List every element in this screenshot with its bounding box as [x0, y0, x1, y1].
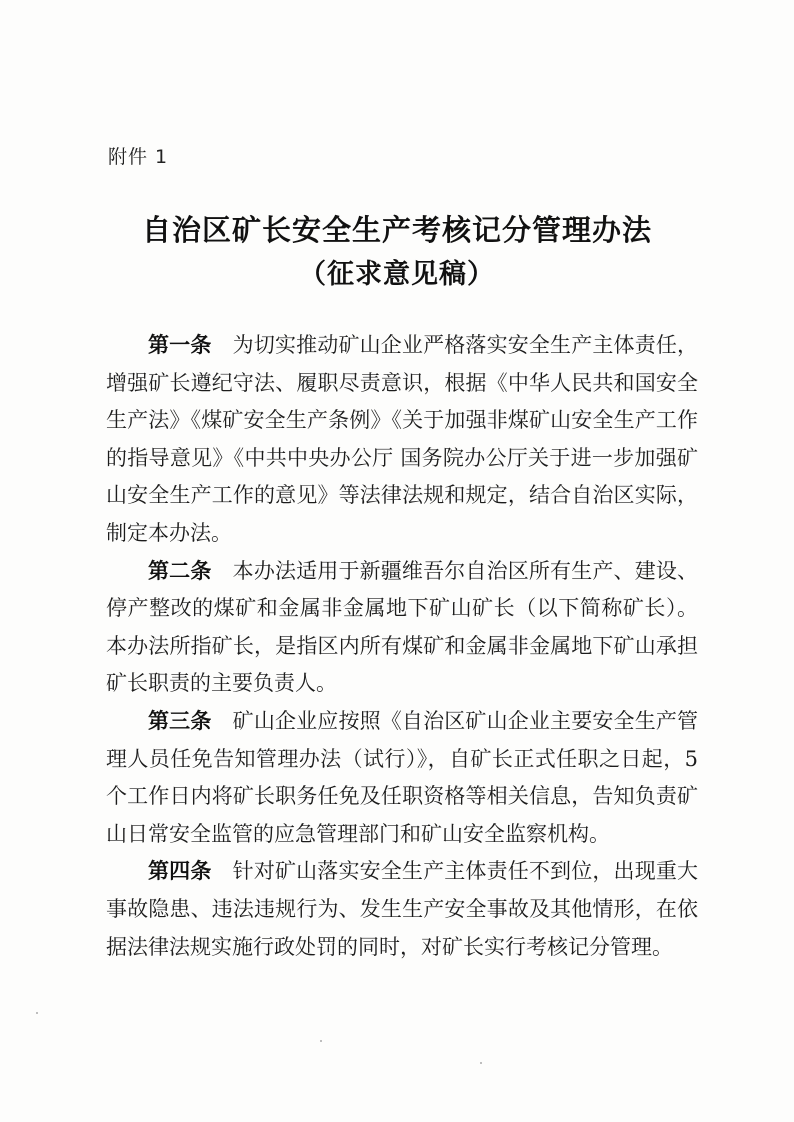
article-1 — [106, 327, 698, 553]
article-text: 矿山企业应按照《自治区矿山企业主要安全生产管理人员任免告知管理办法（试行）》，自矿长正式任职之日起，5个工作日内将矿长职务任免及任职资格等相关信息，告知负责矿山日常安全监管的应急管理部门和矿山安全监察机构。 — [106, 708, 699, 846]
document-subtitle: （征求意见稿） — [299, 259, 495, 290]
article-text: 针对矿山落实安全生产主体责任不到位，出现重大事故隐患、违法违规行为、发生生产安全事故及其他情形，在依据法律法规实施行政处罚的同时，对矿长实行考核记分管理。 — [106, 859, 699, 959]
article-heading: 第一条 — [148, 333, 212, 357]
document-title: 自治区矿长安全生产考核记分管理办法 — [141, 213, 652, 247]
scan-speck — [36, 1012, 38, 1014]
scan-speck — [480, 1062, 482, 1064]
article-heading: 第三条 — [148, 708, 212, 733]
article-text: 本办法适用于新疆维吾尔自治区所有生产、建设、停产整改的煤矿和金属非金属地下矿山矿长（以下简称矿长）。本办法所指矿长，是指区内所有煤矿和金属非金属地下矿山承担矿长职责的主要负责人。 — [106, 558, 699, 696]
article-heading: 第二条 — [148, 558, 212, 583]
article-2 — [106, 553, 698, 703]
article-4 — [106, 853, 698, 966]
document-body — [106, 327, 698, 966]
article-3 — [106, 703, 698, 853]
article-heading: 第四条 — [148, 859, 212, 884]
article-text: 为切实推动矿山企业严格落实安全生产主体责任，增强矿长遵纪守法、履职尽责意识，根据《中华人民共和国安全生产法》《煤矿安全生产条例》《关于加强非煤矿山安全生产工作的指导意见》《中共中央办公厅 国务院办公厅关于进一步加强矿山安全生产工作的意见》等法律法规和规定，结合自治区实际，制定本办法。 — [106, 333, 699, 545]
attachment-label: 附件 1 — [108, 146, 169, 168]
scan-speck — [320, 1040, 322, 1042]
